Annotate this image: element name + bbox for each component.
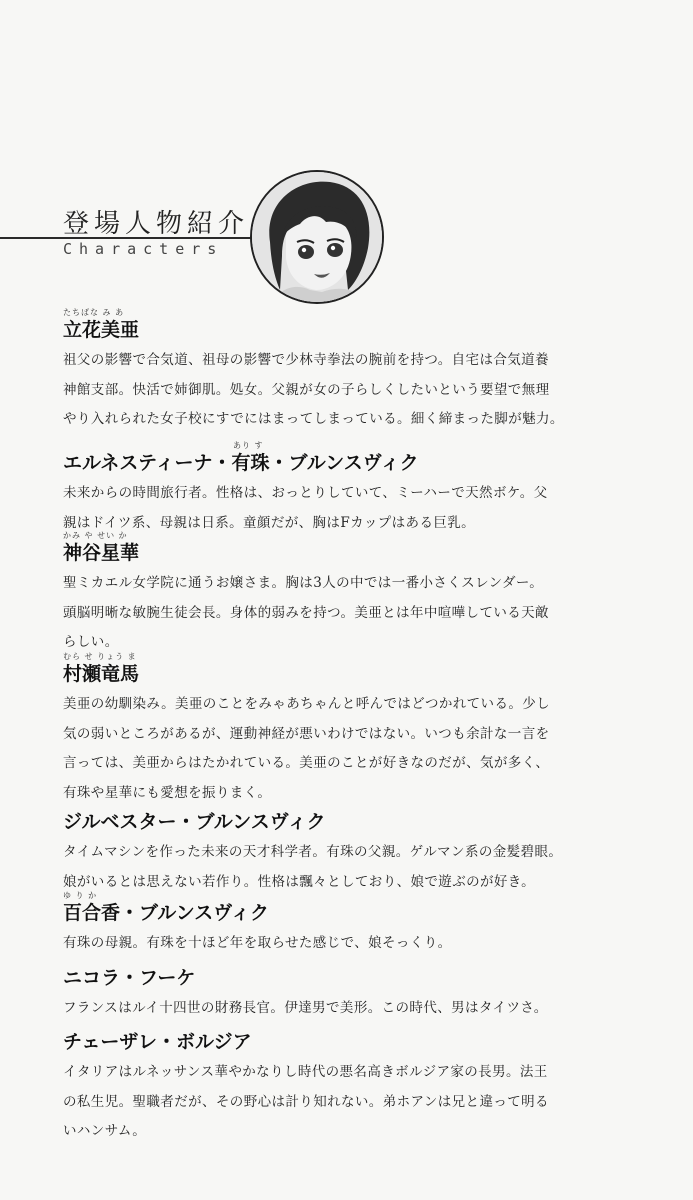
character-description [63, 690, 663, 808]
description-line: 美亜の幼馴染み。美亜のことをみゃあちゃんと呼んではどつかれている。少し [63, 696, 551, 712]
description-line: イタリアはルネッサンス華やかなりし時代の悪名高きボルジア家の長男。法王 [63, 1064, 548, 1080]
portrait-illustration [252, 172, 382, 302]
character-description [63, 346, 663, 435]
character-name: 百合香・ブルンスヴィク [63, 902, 270, 924]
character-description [63, 929, 663, 959]
character-description [63, 569, 663, 658]
description-line: 有珠や星華にも愛想を振りまく。 [63, 784, 272, 801]
character-entry-silvester [63, 800, 663, 897]
description-line: タイムマシンを作った未来の天才科学者。有珠の父親。ゲルマン系の金髪碧眼。 [63, 844, 563, 860]
name-ruby: ゆ り か [63, 891, 98, 900]
description-line: 聖ミカエル女学院に通うお嬢さま。胸は3人の中では一番小さくスレンダー。 [63, 575, 544, 591]
name-ruby: あり す [233, 441, 264, 450]
description-line: 神館支部。快活で姉御肌。処女。父親が女の子らしくしたいという要望で無理 [63, 381, 550, 398]
character-entry-nicolas [63, 956, 663, 1024]
character-name: チェーザレ・ボルジア [63, 1031, 252, 1053]
description-line: 親はドイツ系、母親は日系。童顔だが、胸はFカップはある巨乳。 [63, 514, 476, 531]
name-ruby: かみ や せい か [63, 531, 128, 540]
character-name: ニコラ・フーケ [63, 967, 196, 989]
name-ruby [63, 800, 663, 810]
description-line: 祖父の影響で合気道、祖母の影響で少林寺拳法の腕前を持つ。自宅は合気道養 [63, 352, 549, 368]
character-description [63, 1058, 663, 1147]
character-entry-seika [63, 531, 663, 658]
description-line: らしい。 [63, 634, 119, 650]
description-line: やり入れられた女子校にすでにはまってしまっている。細く締まった脚が魅力。 [63, 411, 564, 427]
character-description [63, 479, 663, 538]
name-ruby [63, 956, 663, 966]
description-line: 言っては、美亜からはたかれている。美亜のことが好きなのだが、気が多く、 [63, 755, 550, 771]
page-title: 登場人物紹介 [63, 209, 250, 239]
character-portrait [250, 170, 384, 304]
character-entry-mia [63, 308, 663, 435]
character-name: エルネスティーナ・有珠・ブルンスヴィク [63, 452, 419, 474]
name-ruby: むら せ りょう ま [63, 652, 137, 661]
description-line: フランスはルイ十四世の財務長官。伊達男で美形。この時代、男はタイツさ。 [63, 1000, 548, 1016]
name-ruby [63, 1020, 663, 1030]
description-line: 未来からの時間旅行者。性格は、おっとりしていて、ミーハーで天然ボケ。父 [63, 485, 548, 501]
character-entry-ernestina [63, 441, 663, 538]
character-entry-cesare [63, 1020, 663, 1147]
page-subtitle: Characters [63, 240, 224, 258]
character-name: 村瀬竜馬 [63, 663, 140, 685]
character-name: 立花美亜 [63, 319, 140, 341]
description-line: いハンサム。 [63, 1123, 147, 1139]
description-line: 有珠の母親。有珠を十ほど年を取らせた感じで、娘そっくり。 [63, 935, 452, 951]
description-line: 気の弱いところがあるが、運動神経が悪いわけではない。いつも余計な一言を [63, 725, 550, 742]
description-line: の私生児。聖職者だが、その野心は計り知れない。弟ホアンは兄と違って明る [63, 1093, 549, 1110]
name-ruby: たちばな み あ [63, 308, 125, 317]
description-line: 頭脳明晰な敏腕生徒会長。身体的弱みを持つ。美亜とは年中喧嘩している天敵 [63, 604, 549, 621]
character-entry-ryoma [63, 652, 663, 808]
character-entry-yurika [63, 891, 663, 959]
section-header [0, 170, 693, 310]
character-name: 神谷星華 [63, 542, 140, 564]
character-description [63, 838, 663, 897]
description-line: 娘がいるとは思えない若作り。性格は飄々としており、娘で遊ぶのが好き。 [63, 873, 536, 890]
character-name: ジルベスター・ブルンスヴィク [63, 811, 326, 833]
